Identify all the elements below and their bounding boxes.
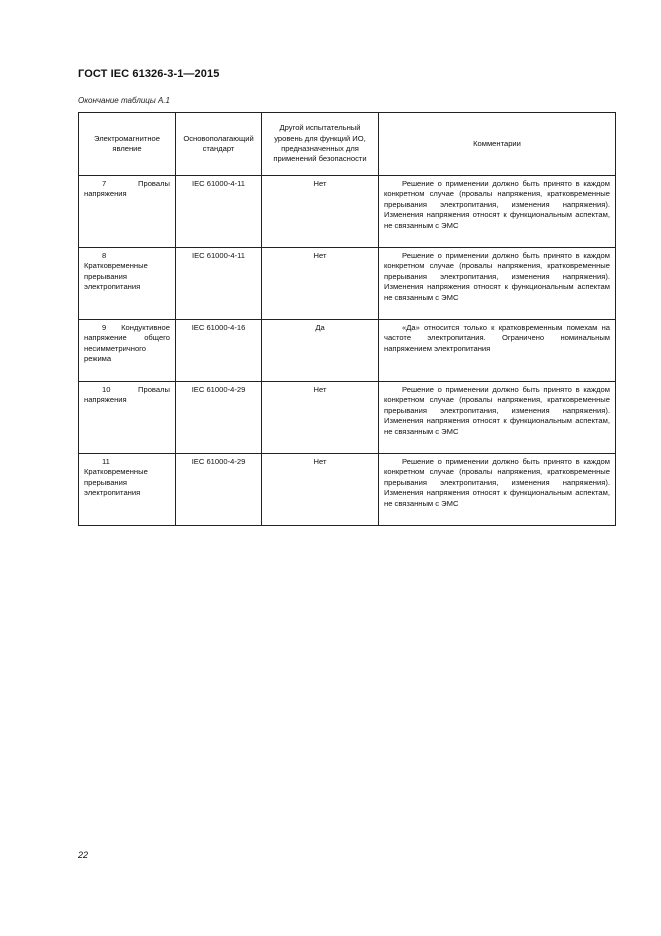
cell-comment: Решение о применении должно быть принято в каждом конкретном случае (провалы напряжения, кратковременные прерывания электропитания, изменения напряжения). Изменения напряжения относят к функциональным аспектам, не связанным с ЭМС — [379, 176, 616, 248]
standards-table — [78, 112, 616, 526]
cell-test-level: Нет — [262, 248, 379, 320]
cell-phenomenon: 9 Кондуктивное напряжение общего несимметричного режима — [79, 320, 176, 382]
cell-test-level: Нет — [262, 382, 379, 454]
table-row — [79, 454, 616, 526]
cell-phenomenon: 10 Провалы напряжения — [79, 382, 176, 454]
column-header-test-level: Другой испытательный уровень для функций ИО, предназначенных для применений безопасности — [262, 113, 379, 176]
cell-phenomenon: 8 Кратковременные прерывания электропитания — [79, 248, 176, 320]
cell-standard: IEC 61000-4-16 — [176, 320, 262, 382]
cell-comment: «Да» относится только к кратковременным помехам на частоте электропитания. Ограничено номинальным напряжением электропитания — [379, 320, 616, 382]
cell-standard: IEC 61000-4-29 — [176, 382, 262, 454]
cell-phenomenon: 11 Кратковременные прерывания электропитания — [79, 454, 176, 526]
table-row — [79, 176, 616, 248]
column-header-standard: Основополагающий стандарт — [176, 113, 262, 176]
table-caption: Окончание таблицы А.1 — [78, 96, 170, 105]
cell-standard: IEC 61000-4-11 — [176, 248, 262, 320]
cell-test-level: Да — [262, 320, 379, 382]
table-row — [79, 320, 616, 382]
table-header-row — [79, 113, 616, 176]
cell-test-level: Нет — [262, 176, 379, 248]
column-header-phenomenon: Электромагнитное явление — [79, 113, 176, 176]
cell-test-level: Нет — [262, 454, 379, 526]
table-row — [79, 382, 616, 454]
cell-phenomenon: 7 Провалы напряжения — [79, 176, 176, 248]
document-title: ГОСТ IEC 61326-3-1—2015 — [78, 68, 220, 80]
column-header-comments: Комментарии — [379, 113, 616, 176]
page-number: 22 — [78, 850, 89, 860]
cell-comment: Решение о применении должно быть принято в каждом конкретном случае (провалы напряжения, кратковременные прерывания электропитания, изменения напряжения). Изменения напряжения относят к функциональным аспектам не связанным с ЭМС — [379, 248, 616, 320]
cell-standard: IEC 61000-4-29 — [176, 454, 262, 526]
cell-comment: Решение о применении должно быть принято в каждом конкретном случае (провалы напряжения, кратковременные прерывания электропитания, изменения напряжения). Изменения напряжения относят к функциональным аспектам, не связанным с ЭМС — [379, 382, 616, 454]
cell-standard: IEC 61000-4-11 — [176, 176, 262, 248]
cell-comment: Решение о применении должно быть принято в каждом конкретном случае (провалы напряжения, кратковременные прерывания электропитания, изменения напряжения). Изменения напряжения относят к функциональным аспектам, не связанным с ЭМС — [379, 454, 616, 526]
table-row — [79, 248, 616, 320]
